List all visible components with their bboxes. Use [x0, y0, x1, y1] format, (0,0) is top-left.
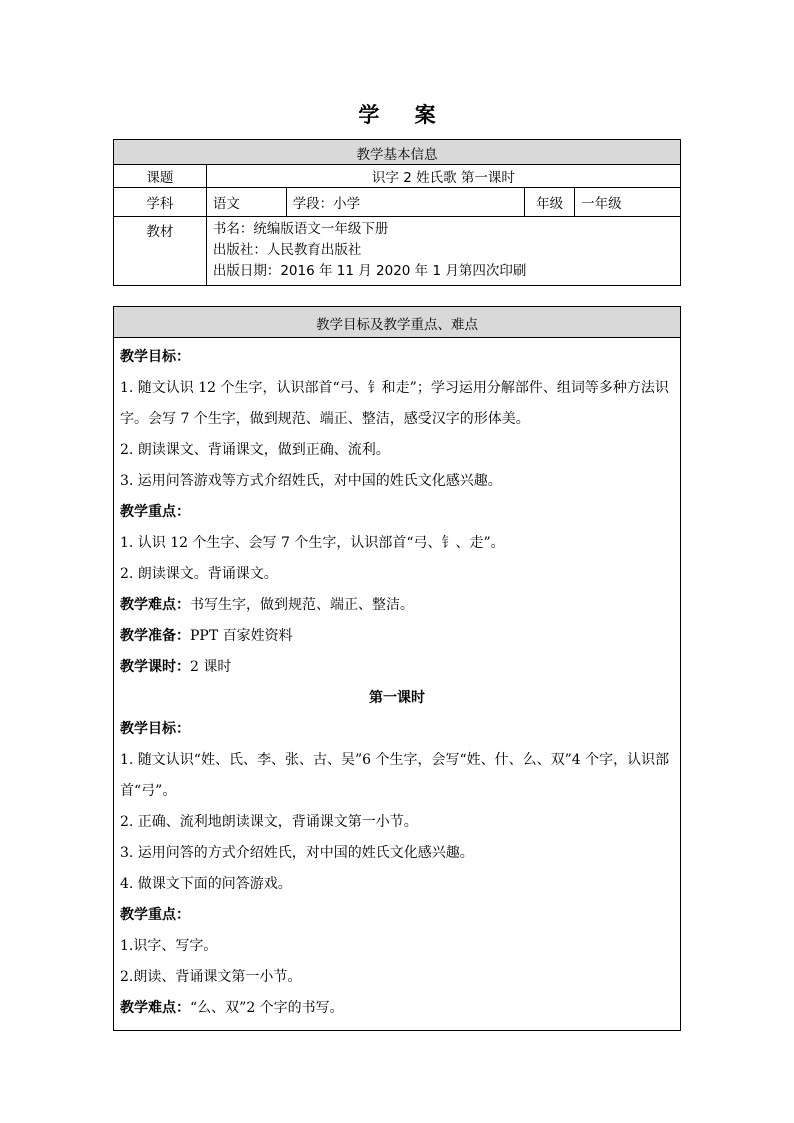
l1-key-point-item: 1.识字、写字。 [120, 938, 218, 954]
key-points-label: 教学重点： [120, 504, 190, 520]
grade-value: 一年级 [575, 188, 681, 217]
objective-item: 1. 随文认识 12 个生字，认识部首“弓、钅和走”；学习运用分解部件、组词等多种方法识字。会写 7 个生字，做到规范、端正、整洁，感受汉字的形体美。 [120, 380, 669, 427]
textbook-label: 教材 [114, 217, 207, 286]
stage-value: 学段：小学 [286, 188, 525, 217]
hours-label: 教学课时： [120, 659, 190, 675]
objective-item: 2. 朗读课文、背诵课文，做到正确、流利。 [120, 442, 390, 458]
l1-objective-item: 1. 随文认识“姓、氏、李、张、古、吴”6 个生字，会写“姓、什、么、双”4 个字，认识部首“弓”。 [120, 752, 670, 799]
textbook-details [206, 217, 680, 286]
l1-key-points-label: 教学重点： [120, 907, 190, 923]
difficulty-label: 教学难点： [120, 597, 190, 613]
l1-objective-item: 3. 运用问答的方式介绍姓氏，对中国的姓氏文化感兴趣。 [120, 845, 474, 861]
subject-label: 学科 [114, 188, 207, 217]
document-title: 学 案 [358, 102, 450, 127]
objectives-label: 教学目标： [120, 349, 190, 365]
basic-info-table [113, 139, 681, 286]
key-point-item: 1. 认识 12 个生字、会写 7 个生字，认识部首“弓、钅、走”。 [120, 535, 505, 551]
l1-difficulty-value: “么、双”2 个字的书写。 [190, 1000, 344, 1016]
l1-key-point-item: 2.朗读、背诵课文第一小节。 [120, 969, 302, 985]
textbook-publish-date: 出版日期：2016 年 11 月 2020 年 1 月第四次印刷 [212, 263, 527, 279]
key-point-item: 2. 朗读课文。背诵课文。 [120, 566, 278, 582]
goals-table [113, 306, 681, 1031]
textbook-publisher: 出版社：人民教育出版社 [212, 242, 362, 258]
subject-value: 语文 [206, 188, 286, 217]
difficulty-value: 书写生字，做到规范、端正、整洁。 [190, 597, 414, 613]
lesson-one-title: 第一课时 [369, 690, 425, 706]
topic-value: 识字 2 姓氏歌 第一课时 [206, 165, 680, 188]
textbook-name: 书名：统编版语文一年级下册 [212, 221, 389, 237]
hours-value: 2 课时 [190, 659, 232, 675]
l1-difficulty-label: 教学难点： [120, 1000, 190, 1016]
topic-label: 课题 [114, 165, 207, 188]
prep-value: PPT 百家姓资料 [190, 628, 293, 644]
l1-objectives-label: 教学目标： [120, 721, 190, 737]
objective-item: 3. 运用问答游戏等方式介绍姓氏，对中国的姓氏文化感兴趣。 [120, 473, 502, 489]
l1-objective-item: 2. 正确、流利地朗读课文，背诵课文第一小节。 [120, 814, 418, 830]
prep-label: 教学准备： [120, 628, 190, 644]
basic-info-header: 教学基本信息 [114, 140, 681, 165]
grade-label: 年级 [525, 188, 575, 217]
l1-objective-item: 4. 做课文下面的问答游戏。 [120, 876, 292, 892]
goals-body [114, 338, 681, 1031]
goals-header: 教学目标及教学重点、难点 [114, 307, 681, 338]
